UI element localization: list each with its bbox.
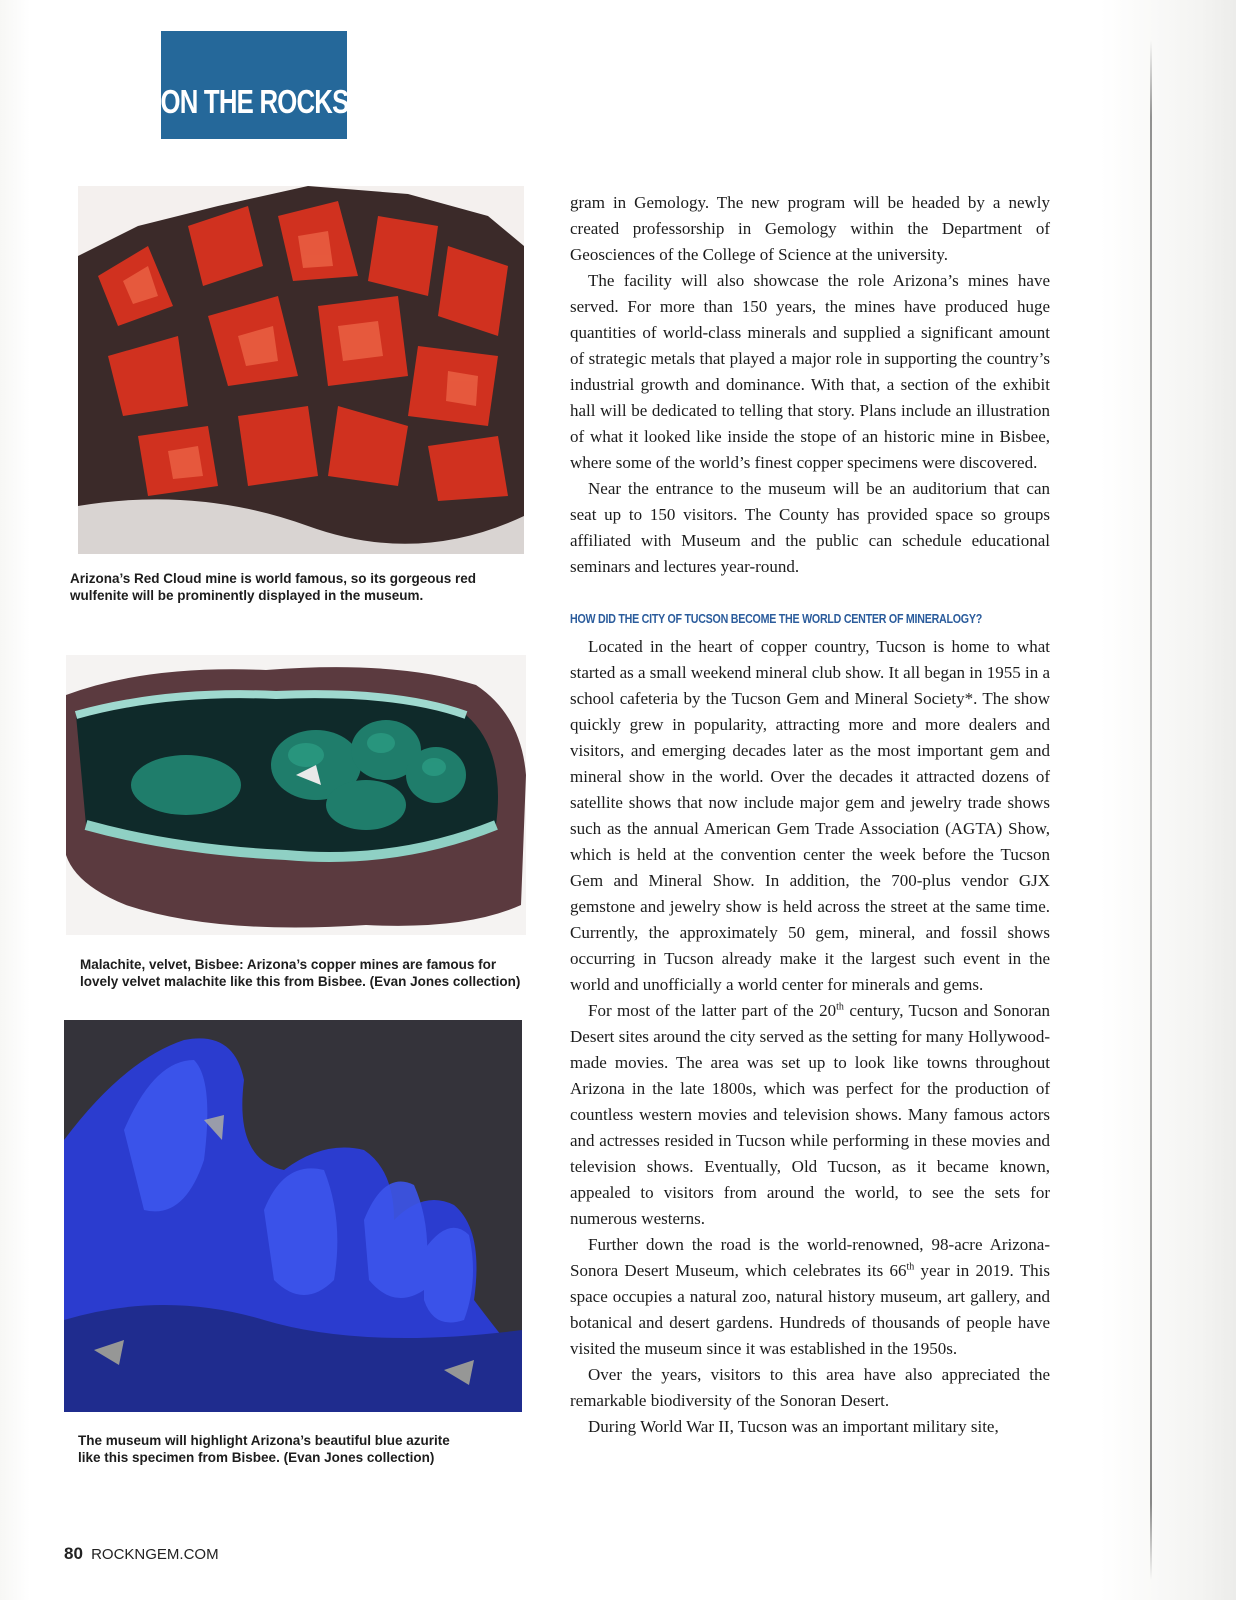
section-label: ON THE ROCKS — [160, 83, 349, 120]
paragraph: During World War II, Tucson was an important military site, — [588, 1417, 999, 1436]
text-run: year in 2019. This space occupies a natural zoo, natural history museum, art gallery, and botanical and desert gardens. Hundreds of thousands of people have visited the museum since it was established in the 1950s. — [570, 1261, 1050, 1358]
section-heading: HOW DID THE CITY OF TUCSON BECOME THE WORLD CENTER OF MINERALOGY? — [570, 611, 982, 626]
azurite-caption: The museum will highlight Arizona’s beautiful blue azurite like this specimen from Bisbee. (Evan Jones collection) — [78, 1433, 450, 1465]
paragraph: The facility will also showcase the role Arizona’s mines have served. For more than 150 years, the mines have produced huge quantities of world-class minerals and supplied a significant amount of strategic metals that played a major role in supporting the country’s industrial growth and dominance. With that, a section of the exhibit hall will be dedicated to telling that story. Plans include an illustration of what it looked like inside the stope of an historic mine in Bisbee, where some of the world’s finest copper specimens were discovered. — [570, 271, 1050, 472]
malachite-caption: Malachite, velvet, Bisbee: Arizona’s copper mines are famous for lovely velvet malachite like this from Bisbee. (Evan Jones collection) — [80, 957, 521, 989]
azurite-photo — [64, 1020, 522, 1412]
malachite-photo — [66, 655, 526, 935]
paragraph: gram in Gemology. The new program will be headed by a newly created professorship in Gemology within the Department of Geosciences of the College of Science at the university. — [570, 193, 1050, 264]
paragraph: Located in the heart of copper country, Tucson is home to what started as a small weekend mineral club show. It all began in 1955 in a school cafeteria by the Tucson Gem and Mineral Society*. The show quickly grew in popularity, attracting more and more dealers and visitors, and emerging decades later as the most important gem and mineral show in the world. Over the decades it attracted dozens of satellite shows that now include major gem and jewelry trade shows such as the annual American Gem Trade Association (AGTA) Show, which is held at the convention center the week before the Tucson Gem and Mineral Show. In addition, the 700-plus vendor GJX gemstone and jewelry show is held across the street at the same time. Currently, the approximately 50 gem, mineral, and fossil shows occurring in Tucson already make it the largest such event in the world and unofficially a world center for minerals and gems. — [570, 637, 1050, 994]
paragraph — [570, 1232, 1050, 1362]
paragraph: Near the entrance to the museum will be an auditorium that can seat up to 150 visitors. The County has provided space so groups affiliated with Museum and the public can schedule educational seminars and lectures year-round. — [570, 479, 1050, 576]
binding-edge — [1150, 40, 1152, 1580]
wulfenite-photo — [78, 186, 524, 554]
section-tag — [161, 31, 347, 139]
paragraph — [570, 998, 1050, 1232]
superscript: th — [906, 1261, 915, 1273]
page-footer — [64, 1544, 219, 1564]
paragraph: Over the years, visitors to this area have also appreciated the remarkable biodiversity of the Sonoran Desert. — [570, 1365, 1050, 1410]
site-name: ROCKNGEM.COM — [91, 1546, 219, 1563]
wulfenite-caption: Arizona’s Red Cloud mine is world famous, so its gorgeous red wulfenite will be prominently displayed in the museum. — [70, 571, 477, 603]
text-run: century, Tucson and Sonoran Desert sites around the city served as the setting for many Hollywood-made movies. The area was set up to look like towns throughout Arizona in the late 1800s, which was perfect for the production of countless western movies and television shows. Many famous actors and actresses resided in Tucson while performing in these movies and television shows. Eventually, Old Tucson, as it became known, appealed to visitors from around the world, to see the sets for numerous westerns. — [570, 1001, 1051, 1228]
superscript: th — [836, 1001, 844, 1013]
text-run: For most of the latter part of the 20 — [588, 1001, 837, 1020]
page-number: 80 — [64, 1544, 83, 1563]
article-body — [570, 190, 1050, 1440]
text-run: Further down the road is the world-renowned, 98-acre Arizona-Sonora Desert Museum, which celebrates its 66 — [570, 1235, 1050, 1280]
